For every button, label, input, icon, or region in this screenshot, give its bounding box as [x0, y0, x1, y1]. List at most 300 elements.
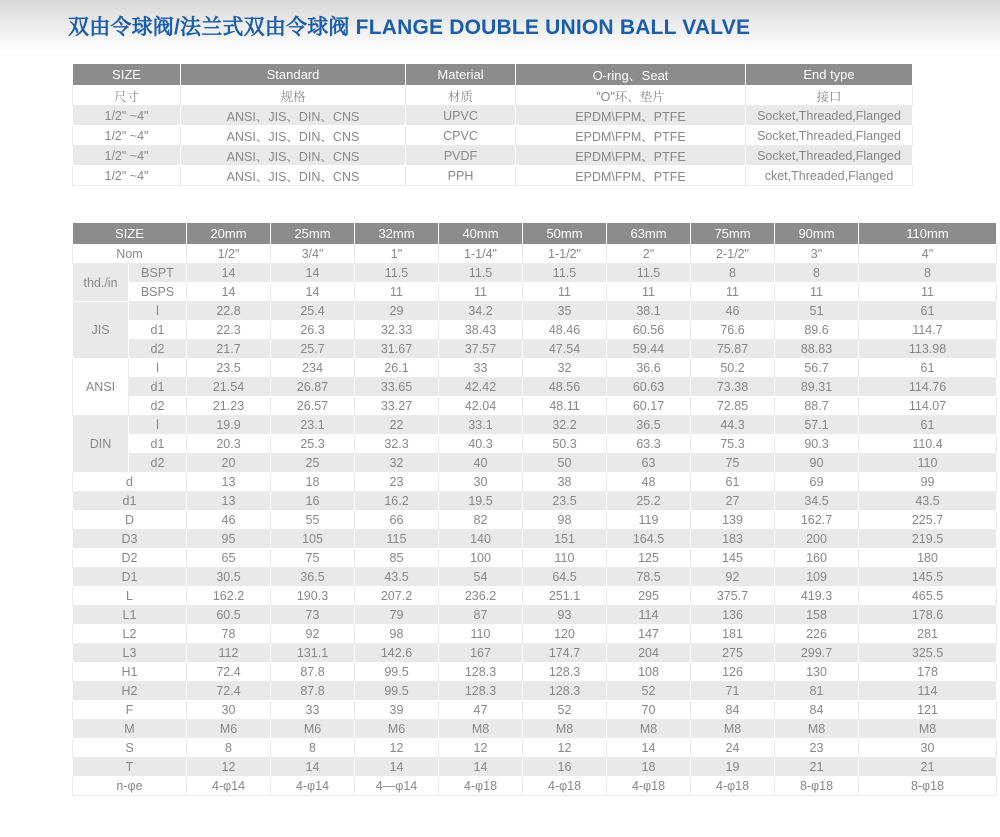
dim-cell: 1/2"	[187, 245, 271, 264]
row-label: D1	[73, 568, 187, 587]
dim-cell: 325.5	[859, 644, 997, 663]
dim-cell: 126	[691, 663, 775, 682]
dim-cell: 181	[691, 625, 775, 644]
dim-cell: 12	[439, 739, 523, 758]
dim-cell: 128.3	[439, 663, 523, 682]
dim-cell: 33.27	[355, 397, 439, 416]
spec-cell: CPVC	[406, 126, 516, 146]
spec-cell: EPDM\FPM、PTFE	[516, 146, 746, 166]
dim-cell: 50.3	[523, 435, 607, 454]
spec-table-row	[73, 106, 913, 126]
spec-col-subheader: "O"环、垫片	[516, 86, 746, 106]
dim-cell: 38.43	[439, 321, 523, 340]
spec-cell: PVDF	[406, 146, 516, 166]
dim-cell: 42.04	[439, 397, 523, 416]
spec-table-row	[73, 126, 913, 146]
row-label: d1	[73, 492, 187, 511]
dim-table-row	[73, 758, 997, 777]
dim-cell: 61	[859, 416, 997, 435]
dim-cell: 34.2	[439, 302, 523, 321]
dim-cell: 114	[607, 606, 691, 625]
dim-cell: 37.57	[439, 340, 523, 359]
row-label: L1	[73, 606, 187, 625]
spec-cell: 1/2" ~4"	[73, 166, 181, 186]
dim-cell: 54	[439, 568, 523, 587]
dim-cell: 93	[523, 606, 607, 625]
dim-cell: 23.1	[271, 416, 355, 435]
dim-cell: 2"	[607, 245, 691, 264]
dim-cell: 81	[775, 682, 859, 701]
dim-cell: 4-φ14	[271, 777, 355, 796]
dim-cell: 42.42	[439, 378, 523, 397]
dim-cell: 164.5	[607, 530, 691, 549]
dim-cell: 162.7	[775, 511, 859, 530]
dim-cell: 100	[439, 549, 523, 568]
spec-cell: UPVC	[406, 106, 516, 126]
dim-cell: 160	[775, 549, 859, 568]
row-label: D2	[73, 549, 187, 568]
dim-cell: 11	[859, 283, 997, 302]
dim-cell: 13	[187, 473, 271, 492]
dim-cell: 50.2	[691, 359, 775, 378]
dim-cell: 98	[523, 511, 607, 530]
dim-cell: 12	[355, 739, 439, 758]
dim-cell: 25.2	[607, 492, 691, 511]
dim-cell: 21.23	[187, 397, 271, 416]
dim-cell: 85	[355, 549, 439, 568]
dim-cell: 236.2	[439, 587, 523, 606]
dim-cell: 39	[355, 701, 439, 720]
dim-cell: 36.6	[607, 359, 691, 378]
dim-cell: 11	[439, 283, 523, 302]
dim-table-row	[73, 283, 997, 302]
dim-cell: 2-1/2"	[691, 245, 775, 264]
dim-cell: 225.7	[859, 511, 997, 530]
dim-cell: 60.56	[607, 321, 691, 340]
dim-cell: 204	[607, 644, 691, 663]
dim-cell: M6	[355, 720, 439, 739]
dim-cell: 24	[691, 739, 775, 758]
dim-cell: 11	[523, 283, 607, 302]
dim-cell: 8	[691, 264, 775, 283]
dim-cell: 299.7	[775, 644, 859, 663]
dim-cell: 72.4	[187, 663, 271, 682]
dim-cell: 119	[607, 511, 691, 530]
dim-cell: 71	[691, 682, 775, 701]
dim-cell: 33	[439, 359, 523, 378]
dim-table-row	[73, 359, 997, 378]
title-bar	[0, 0, 1000, 52]
spec-cell: ANSI、JIS、DIN、CNS	[181, 106, 406, 126]
dim-cell: 11	[607, 283, 691, 302]
dim-table-row	[73, 264, 997, 283]
dim-cell: 72.85	[691, 397, 775, 416]
group-label: DIN	[73, 416, 129, 473]
dim-table-row	[73, 397, 997, 416]
dim-cell: 8	[187, 739, 271, 758]
dim-cell: 207.2	[355, 587, 439, 606]
dim-cell: 88.83	[775, 340, 859, 359]
dim-cell: 50	[523, 454, 607, 473]
dim-table-row	[73, 549, 997, 568]
dim-cell: 30.5	[187, 568, 271, 587]
dim-table-row	[73, 340, 997, 359]
dim-cell: 73	[271, 606, 355, 625]
dim-cell: 167	[439, 644, 523, 663]
dim-cell: 63.3	[607, 435, 691, 454]
spec-col-header: SIZE	[73, 64, 181, 86]
dim-cell: 26.1	[355, 359, 439, 378]
dim-cell: 57.1	[775, 416, 859, 435]
dim-table-row	[73, 245, 997, 264]
col-header: 90mm	[775, 223, 859, 245]
dim-cell: 131.1	[271, 644, 355, 663]
dim-cell: 115	[355, 530, 439, 549]
dim-table-row	[73, 682, 997, 701]
dim-cell: 33	[271, 701, 355, 720]
dim-cell: 70	[607, 701, 691, 720]
dim-table-row	[73, 663, 997, 682]
dim-cell: 72.4	[187, 682, 271, 701]
dim-cell: 13	[187, 492, 271, 511]
row-label: S	[73, 739, 187, 758]
dim-cell: 112	[187, 644, 271, 663]
dim-cell: 48.56	[523, 378, 607, 397]
col-header: 25mm	[271, 223, 355, 245]
dim-cell: 55	[271, 511, 355, 530]
spec-cell: 1/2" ~4"	[73, 126, 181, 146]
dim-cell: 8	[775, 264, 859, 283]
dim-cell: 21	[775, 758, 859, 777]
spec-cell: EPDM\FPM、PTFE	[516, 166, 746, 186]
dim-cell: 26.3	[271, 321, 355, 340]
valve-dimension-table	[72, 222, 997, 796]
dim-cell: M8	[775, 720, 859, 739]
dim-cell: 56.7	[775, 359, 859, 378]
dim-cell: 114	[859, 682, 997, 701]
dim-cell: 60.5	[187, 606, 271, 625]
dim-cell: 43.5	[355, 568, 439, 587]
row-label: d	[73, 473, 187, 492]
dim-cell: 1-1/4"	[439, 245, 523, 264]
row-label: L3	[73, 644, 187, 663]
dim-cell: 84	[775, 701, 859, 720]
dim-cell: 108	[607, 663, 691, 682]
dim-cell: 139	[691, 511, 775, 530]
dim-cell: 19.9	[187, 416, 271, 435]
row-label: BSPT	[129, 264, 187, 283]
row-label: Nom	[73, 245, 187, 264]
dim-cell: 14	[271, 758, 355, 777]
dim-cell: 16	[523, 758, 607, 777]
dim-cell: 40	[439, 454, 523, 473]
dim-cell: 151	[523, 530, 607, 549]
dim-cell: 4—φ14	[355, 777, 439, 796]
dim-table-row	[73, 454, 997, 473]
dim-cell: 114.7	[859, 321, 997, 340]
dim-cell: 79	[355, 606, 439, 625]
page-title: 双由令球阀/法兰式双由令球阀 FLANGE DOUBLE UNION BALL VALVE	[68, 16, 751, 39]
dim-cell: 162.2	[187, 587, 271, 606]
dim-cell: 46	[691, 302, 775, 321]
dim-table-row	[73, 606, 997, 625]
dim-cell: 52	[523, 701, 607, 720]
dim-cell: 88.7	[775, 397, 859, 416]
dim-cell: 78	[187, 625, 271, 644]
col-header: 32mm	[355, 223, 439, 245]
dim-cell: 46	[187, 511, 271, 530]
spec-cell: EPDM\FPM、PTFE	[516, 106, 746, 126]
dim-cell: 32.3	[355, 435, 439, 454]
dim-cell: 19	[691, 758, 775, 777]
dim-cell: 11.5	[355, 264, 439, 283]
dim-cell: 75.87	[691, 340, 775, 359]
spec-col-header: Standard	[181, 64, 406, 86]
dim-cell: 11	[691, 283, 775, 302]
spec-cell: Socket,Threaded,Flanged	[746, 126, 913, 146]
dim-cell: 19.5	[439, 492, 523, 511]
row-label: l	[129, 416, 187, 435]
dim-cell: 98	[355, 625, 439, 644]
dim-cell: 183	[691, 530, 775, 549]
dim-cell: 12	[523, 739, 607, 758]
dim-cell: 18	[607, 758, 691, 777]
dim-cell: 4-φ14	[187, 777, 271, 796]
dim-cell: 21	[859, 758, 997, 777]
dim-cell: 60.17	[607, 397, 691, 416]
spec-header-row	[73, 64, 913, 86]
dim-table-row	[73, 720, 997, 739]
dim-cell: 90	[775, 454, 859, 473]
dim-cell: 20	[187, 454, 271, 473]
dim-cell: 110	[859, 454, 997, 473]
spec-col-subheader: 接口	[746, 86, 913, 106]
dim-cell: 92	[691, 568, 775, 587]
dim-cell: 174.7	[523, 644, 607, 663]
dim-cell: 75	[691, 454, 775, 473]
row-label: d1	[129, 321, 187, 340]
dim-header-row	[73, 223, 997, 245]
dim-cell: 33.1	[439, 416, 523, 435]
dim-cell: 22.8	[187, 302, 271, 321]
dim-cell: 180	[859, 549, 997, 568]
dim-table-row	[73, 625, 997, 644]
dim-cell: 14	[439, 758, 523, 777]
dim-cell: 92	[271, 625, 355, 644]
group-label: ANSI	[73, 359, 129, 416]
spec-cell: ANSI、JIS、DIN、CNS	[181, 146, 406, 166]
dim-cell: 66	[355, 511, 439, 530]
dim-cell: 113.98	[859, 340, 997, 359]
dim-cell: 95	[187, 530, 271, 549]
dim-cell: 145.5	[859, 568, 997, 587]
dim-cell: 63	[607, 454, 691, 473]
dim-cell: 30	[859, 739, 997, 758]
dim-cell: 3/4"	[271, 245, 355, 264]
dim-cell: 105	[271, 530, 355, 549]
spec-cell: cket,Threaded,Flanged	[746, 166, 913, 186]
dim-cell: 110	[439, 625, 523, 644]
group-label: thd./in	[73, 264, 129, 302]
dim-cell: 23.5	[187, 359, 271, 378]
row-label: T	[73, 758, 187, 777]
dim-cell: 47.54	[523, 340, 607, 359]
dim-cell: M8	[439, 720, 523, 739]
dim-cell: 29	[355, 302, 439, 321]
dim-table-row	[73, 378, 997, 397]
spec-cell: 1/2" ~4"	[73, 146, 181, 166]
dim-cell: 23.5	[523, 492, 607, 511]
dim-table-row	[73, 435, 997, 454]
dim-cell: 4-φ18	[691, 777, 775, 796]
dim-cell: 89.31	[775, 378, 859, 397]
dim-cell: M8	[859, 720, 997, 739]
dim-cell: 32.2	[523, 416, 607, 435]
row-label: D	[73, 511, 187, 530]
dim-cell: 147	[607, 625, 691, 644]
dim-table-row	[73, 777, 997, 796]
dim-cell: 48.11	[523, 397, 607, 416]
spec-cell: 1/2" ~4"	[73, 106, 181, 126]
spec-cell: PPH	[406, 166, 516, 186]
dim-cell: 44.3	[691, 416, 775, 435]
spec-cell: EPDM\FPM、PTFE	[516, 126, 746, 146]
dim-cell: 178.6	[859, 606, 997, 625]
spec-col-header: Material	[406, 64, 516, 86]
row-label: d2	[129, 454, 187, 473]
dim-cell: 22	[355, 416, 439, 435]
dim-cell: 110.4	[859, 435, 997, 454]
dim-cell: 114.07	[859, 397, 997, 416]
dim-cell: 219.5	[859, 530, 997, 549]
dim-cell: M6	[271, 720, 355, 739]
dim-cell: 20.3	[187, 435, 271, 454]
dim-cell: M8	[523, 720, 607, 739]
dim-table-row	[73, 492, 997, 511]
spec-cell: ANSI、JIS、DIN、CNS	[181, 166, 406, 186]
dim-cell: 121	[859, 701, 997, 720]
dim-cell: 23	[775, 739, 859, 758]
dim-table-row	[73, 587, 997, 606]
spec-col-subheader: 材质	[406, 86, 516, 106]
dim-cell: 48.46	[523, 321, 607, 340]
dim-cell: 4-φ18	[523, 777, 607, 796]
dim-cell: 48	[607, 473, 691, 492]
dim-cell: 14	[607, 739, 691, 758]
dim-cell: 78.5	[607, 568, 691, 587]
dim-cell: 61	[859, 302, 997, 321]
dim-table-row	[73, 701, 997, 720]
dim-cell: 11	[775, 283, 859, 302]
dim-cell: 18	[271, 473, 355, 492]
dim-table-row	[73, 644, 997, 663]
dim-cell: 16	[271, 492, 355, 511]
row-label: l	[129, 302, 187, 321]
dim-cell: 32	[355, 454, 439, 473]
spec-col-subheader: 尺寸	[73, 86, 181, 106]
dim-cell: 32.33	[355, 321, 439, 340]
dim-cell: 14	[271, 264, 355, 283]
dim-cell: 52	[607, 682, 691, 701]
dim-cell: 32	[523, 359, 607, 378]
dim-cell: 87	[439, 606, 523, 625]
dim-cell: 14	[187, 264, 271, 283]
dim-cell: 26.87	[271, 378, 355, 397]
dim-cell: 99.5	[355, 682, 439, 701]
dim-cell: 38	[523, 473, 607, 492]
dim-cell: 64.5	[523, 568, 607, 587]
row-label: H2	[73, 682, 187, 701]
dim-cell: 30	[439, 473, 523, 492]
dim-cell: 200	[775, 530, 859, 549]
dim-cell: 251.1	[523, 587, 607, 606]
row-label: L2	[73, 625, 187, 644]
dim-cell: 11.5	[439, 264, 523, 283]
row-label: F	[73, 701, 187, 720]
dim-cell: 51	[775, 302, 859, 321]
dim-cell: 125	[607, 549, 691, 568]
dim-cell: 375.7	[691, 587, 775, 606]
row-label: d2	[129, 340, 187, 359]
dim-cell: 4-φ18	[607, 777, 691, 796]
dim-cell: 60.63	[607, 378, 691, 397]
dim-cell: 22.3	[187, 321, 271, 340]
dim-cell: 40.3	[439, 435, 523, 454]
col-header: 63mm	[607, 223, 691, 245]
dim-table-row	[73, 739, 997, 758]
row-label: d2	[129, 397, 187, 416]
dim-cell: 120	[523, 625, 607, 644]
dim-cell: 136	[691, 606, 775, 625]
dim-cell: 110	[523, 549, 607, 568]
group-label: JIS	[73, 302, 129, 359]
dim-cell: 89.6	[775, 321, 859, 340]
dim-cell: 295	[607, 587, 691, 606]
dim-table-row	[73, 321, 997, 340]
dim-cell: 128.3	[523, 663, 607, 682]
dim-cell: 11.5	[607, 264, 691, 283]
dim-cell: 31.67	[355, 340, 439, 359]
row-label: d1	[129, 378, 187, 397]
dim-cell: 35	[523, 302, 607, 321]
dim-cell: 21.54	[187, 378, 271, 397]
dim-cell: 142.6	[355, 644, 439, 663]
dim-cell: 14	[355, 758, 439, 777]
dim-cell: 281	[859, 625, 997, 644]
dim-cell: 234	[271, 359, 355, 378]
dim-cell: 99.5	[355, 663, 439, 682]
dim-table-row	[73, 568, 997, 587]
row-label: l	[129, 359, 187, 378]
dim-cell: 16.2	[355, 492, 439, 511]
dim-cell: 27	[691, 492, 775, 511]
dim-cell: 12	[187, 758, 271, 777]
dim-cell: 76.6	[691, 321, 775, 340]
row-label: M	[73, 720, 187, 739]
dim-cell: 128.3	[523, 682, 607, 701]
spec-table-row	[73, 146, 913, 166]
dim-cell: 82	[439, 511, 523, 530]
dim-cell: 145	[691, 549, 775, 568]
dim-table-row	[73, 473, 997, 492]
dim-cell: 114.76	[859, 378, 997, 397]
dim-cell: 8	[271, 739, 355, 758]
dim-cell: 25.7	[271, 340, 355, 359]
dim-table-row	[73, 530, 997, 549]
col-header: 75mm	[691, 223, 775, 245]
dim-cell: 26.57	[271, 397, 355, 416]
dim-cell: 14	[271, 283, 355, 302]
